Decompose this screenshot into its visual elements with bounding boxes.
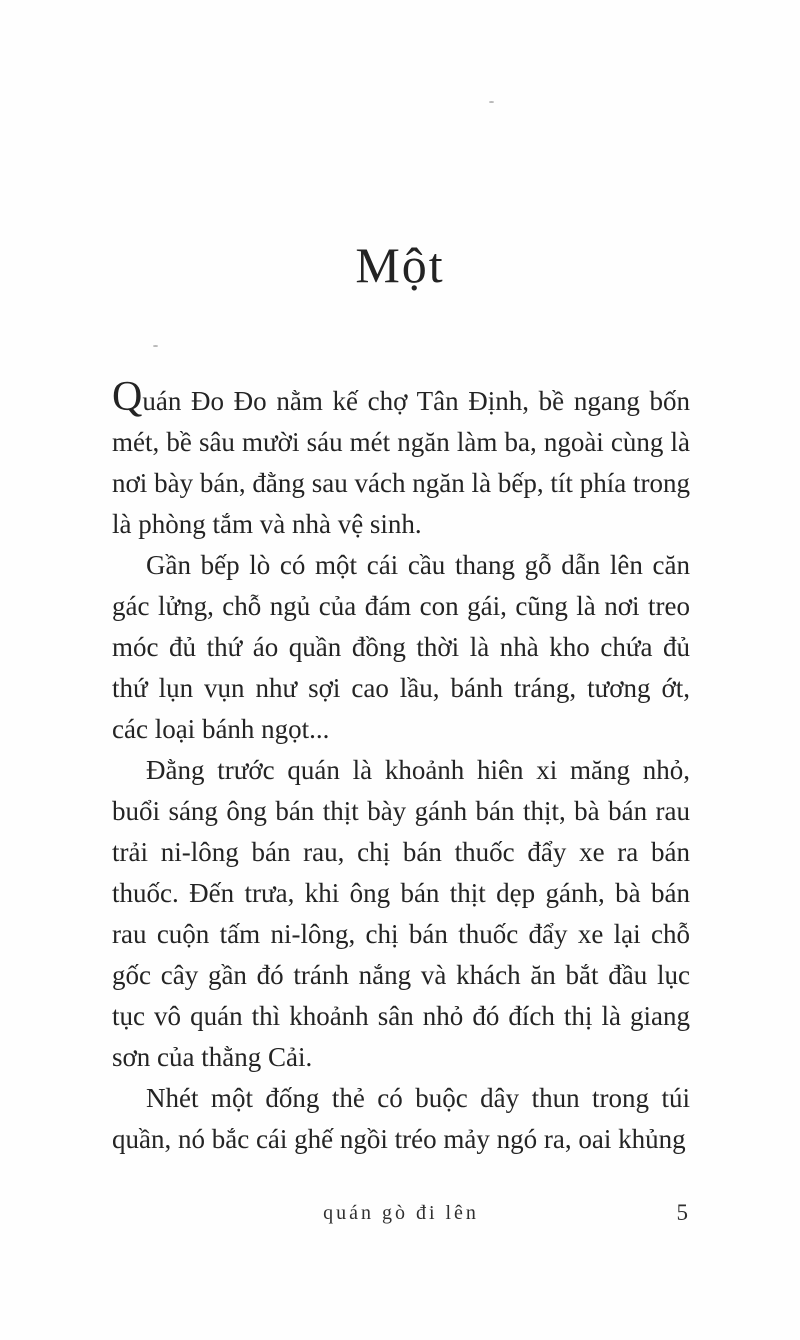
page-footer [112, 1200, 690, 1232]
paragraph: Gần bếp lò có một cái cầu thang gỗ dẫn lên căn gác lửng, chỗ ngủ của đám con gái, cũng là nơi treo móc đủ thứ áo quần đồng thời là nhà kho chứa đủ thứ lụn vụn như sợi cao lầu, bánh tráng, tương ớt, các loại bánh ngọt... [112, 550, 690, 744]
running-title: quán gò đi lên [323, 1202, 479, 1224]
paragraph: Nhét một đống thẻ có buộc dây thun trong túi quần, nó bắc cái ghế ngồi tréo mảy ngó ra, oai khủng [112, 1083, 690, 1154]
paragraph: Quán Đo Đo nằm kế chợ Tân Định, bề ngang bốn mét, bề sâu mười sáu mét ngăn làm ba, ngoài cùng là nơi bày bán, đằng sau vách ngăn là bếp, tít phía trong là phòng tắm và nhà vệ sinh. [112, 374, 690, 539]
paragraph: Đằng trước quán là khoảnh hiên xi măng nhỏ, buổi sáng ông bán thịt bày gánh bán thịt, bà bán rau trải ni-lông bán rau, chị bán thuốc đẩy xe ra bán thuốc. Đến trưa, khi ông bán thịt dẹp gánh, bà bán rau cuộn tấm ni-lông, chị bán thuốc đẩy xe lại chỗ gốc cây gần đó tránh nắng và khách ăn bắt đầu lục tục vô quán thì khoảnh sân nhỏ đó đích thị là giang sơn của thằng Cải. [112, 755, 690, 1072]
scan-speck [489, 101, 494, 103]
page-number: 5 [676, 1200, 688, 1225]
scan-speck [153, 345, 158, 347]
body-text [112, 376, 690, 1160]
chapter-title: Một [355, 236, 445, 293]
